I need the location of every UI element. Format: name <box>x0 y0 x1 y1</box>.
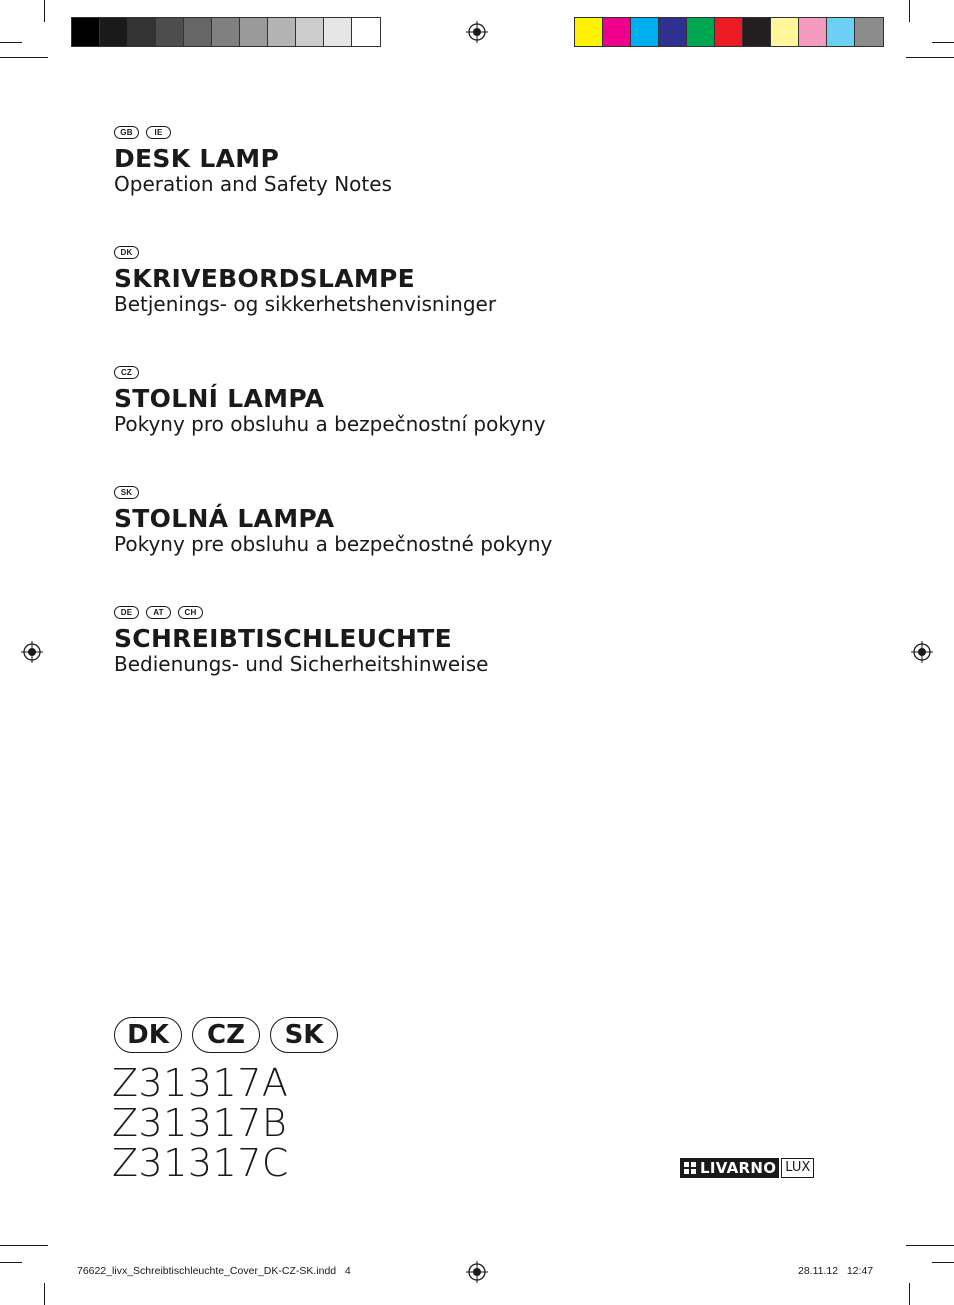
country-code-badge: CZ <box>192 1017 260 1053</box>
country-badge: GB <box>114 126 139 139</box>
color-swatch <box>715 18 743 46</box>
country-badge: IE <box>146 126 171 139</box>
color-swatch <box>827 18 855 46</box>
color-swatch <box>128 18 156 46</box>
section-title: SCHREIBTISCHLEUCHTE <box>114 624 452 653</box>
brand-mark-icon <box>680 1158 700 1178</box>
language-section <box>114 246 496 316</box>
brand-name: LIVARNO <box>700 1158 779 1178</box>
color-swatch <box>240 18 268 46</box>
section-subtitle: Operation and Safety Notes <box>114 172 392 196</box>
language-section <box>114 486 552 556</box>
model-numbers <box>112 1063 289 1183</box>
country-badges <box>114 486 552 500</box>
country-badge: AT <box>146 606 171 619</box>
crop-mark <box>909 0 910 22</box>
registration-mark-icon <box>911 641 933 663</box>
color-swatch <box>72 18 100 46</box>
language-section <box>114 126 392 196</box>
crop-mark <box>909 1283 910 1305</box>
country-codes <box>114 1017 338 1053</box>
crop-mark <box>44 1283 45 1305</box>
section-title: STOLNÍ LAMPA <box>114 384 325 413</box>
language-section <box>114 366 546 436</box>
country-badges <box>114 126 392 140</box>
country-badge: CH <box>178 606 203 619</box>
color-swatch <box>352 18 380 46</box>
color-swatch <box>771 18 799 46</box>
color-swatch <box>687 18 715 46</box>
country-badges <box>114 606 488 620</box>
model-number: Z31317A <box>112 1061 289 1105</box>
country-code-badge: SK <box>270 1017 338 1053</box>
color-swatch <box>100 18 128 46</box>
registration-mark-icon <box>466 21 488 43</box>
brand-logo <box>680 1158 814 1178</box>
crop-mark <box>932 42 954 43</box>
process-color-bar <box>574 17 884 47</box>
crop-mark <box>906 57 954 58</box>
model-number: Z31317B <box>112 1101 288 1145</box>
brand-sub: LUX <box>781 1158 814 1178</box>
color-swatch <box>631 18 659 46</box>
section-title: DESK LAMP <box>114 144 280 173</box>
color-swatch <box>743 18 771 46</box>
registration-mark-icon <box>466 1261 488 1283</box>
section-title: STOLNÁ LAMPA <box>114 504 335 533</box>
country-code-badge: DK <box>114 1017 182 1053</box>
color-swatch <box>659 18 687 46</box>
country-badge: DK <box>114 246 139 259</box>
country-badge: SK <box>114 486 139 499</box>
color-swatch <box>799 18 827 46</box>
color-swatch <box>268 18 296 46</box>
crop-mark <box>0 57 48 58</box>
registration-mark-icon <box>21 641 43 663</box>
crop-mark <box>0 1245 48 1246</box>
color-swatch <box>324 18 352 46</box>
section-title: SKRIVEBORDSLAMPE <box>114 264 416 293</box>
color-swatch <box>603 18 631 46</box>
slug-filename: 76622_livx_Schreibtischleuchte_Cover_DK-CZ-SK.indd 4 <box>77 1265 351 1277</box>
color-swatch <box>296 18 324 46</box>
country-badges <box>114 366 546 380</box>
crop-mark <box>44 0 45 22</box>
color-swatch <box>855 18 883 46</box>
color-swatch <box>212 18 240 46</box>
crop-mark <box>0 42 22 43</box>
color-swatch <box>184 18 212 46</box>
country-badge: CZ <box>114 366 139 379</box>
country-badges <box>114 246 496 260</box>
model-number: Z31317C <box>112 1141 289 1185</box>
section-subtitle: Bedienungs- und Sicherheitshinweise <box>114 652 489 676</box>
slug-datetime: 28.11.12 12:47 <box>798 1265 874 1277</box>
section-subtitle: Betjenings- og sikkerhetshenvisninger <box>114 292 497 316</box>
section-subtitle: Pokyny pro obsluhu a bezpečnostní pokyny <box>114 412 546 436</box>
crop-mark <box>0 1262 22 1263</box>
gray-color-bar <box>71 17 381 47</box>
color-swatch <box>575 18 603 46</box>
color-swatch <box>156 18 184 46</box>
country-badge: DE <box>114 606 139 619</box>
crop-mark <box>906 1245 954 1246</box>
crop-mark <box>932 1262 954 1263</box>
section-subtitle: Pokyny pre obsluhu a bezpečnostné pokyny <box>114 532 553 556</box>
language-section <box>114 606 488 676</box>
